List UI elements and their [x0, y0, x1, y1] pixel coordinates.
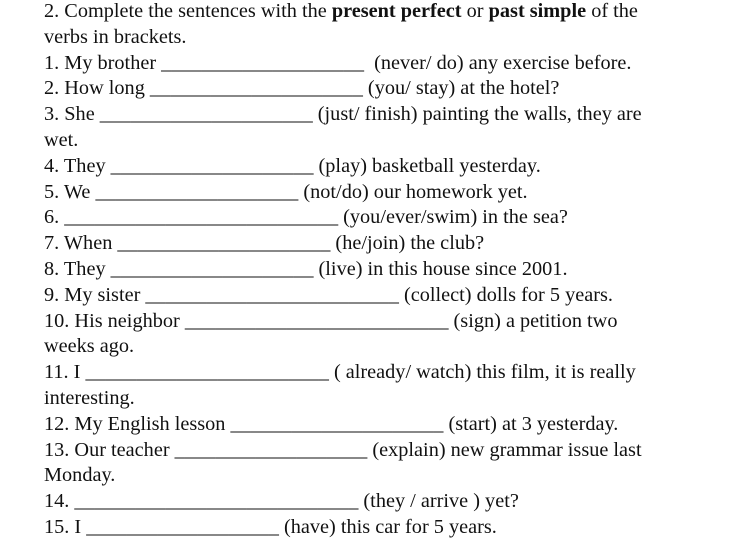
instruction-prefix: Complete the sentences with the — [64, 0, 327, 22]
sentence-8: 8. They ____________________ (live) in this house since 2001. — [44, 257, 568, 280]
sentence-3: 3. She _____________________ (just/ finish) painting the walls, they are — [44, 103, 642, 126]
sentence-2: 2. How long _____________________ (you/ stay) at the hotel? — [44, 77, 560, 100]
sentence-15: 15. I ___________________ (have) this car for 5 years. — [44, 515, 497, 538]
instruction-connector: or — [466, 0, 484, 22]
task-number: 2. — [44, 0, 60, 22]
instruction-suffix: of the — [591, 0, 638, 22]
sentence-11: 11. I ________________________ ( already/ watch) this film, it is really — [44, 361, 636, 384]
tense-present-perfect: present perfect — [331, 0, 462, 22]
sentence-10-continued: weeks ago. — [44, 335, 135, 358]
sentence-1: 1. My brother ____________________ (never/ do) any exercise before. — [44, 51, 632, 74]
sentence-5: 5. We ____________________ (not/do) our homework yet. — [44, 180, 528, 203]
tense-past-simple: past simple — [488, 0, 587, 22]
sentence-10: 10. His neighbor __________________________ (sign) a petition two — [44, 309, 618, 332]
sentence-14: 14. ____________________________ (they / arrive ) yet? — [44, 490, 519, 513]
sentence-11-continued: interesting. — [44, 386, 135, 409]
sentence-3-continued: wet. — [44, 128, 79, 151]
worksheet — [44, 0, 744, 541]
instruction-line-2: verbs in brackets. — [44, 25, 187, 48]
sentence-13: 13. Our teacher ___________________ (explain) new grammar issue last — [44, 438, 642, 461]
sentence-9: 9. My sister _________________________ (collect) dolls for 5 years. — [44, 283, 613, 306]
sentence-4: 4. They ____________________ (play) basketball yesterday. — [44, 154, 541, 177]
instruction-line-1 — [44, 0, 744, 25]
sentence-7: 7. When _____________________ (he/join) the club? — [44, 232, 485, 255]
sentence-13-continued: Monday. — [44, 464, 116, 487]
sentence-12: 12. My English lesson _____________________ (start) at 3 yesterday. — [44, 412, 619, 435]
sentence-6: 6. ___________________________ (you/ever/swim) in the sea? — [44, 206, 568, 229]
